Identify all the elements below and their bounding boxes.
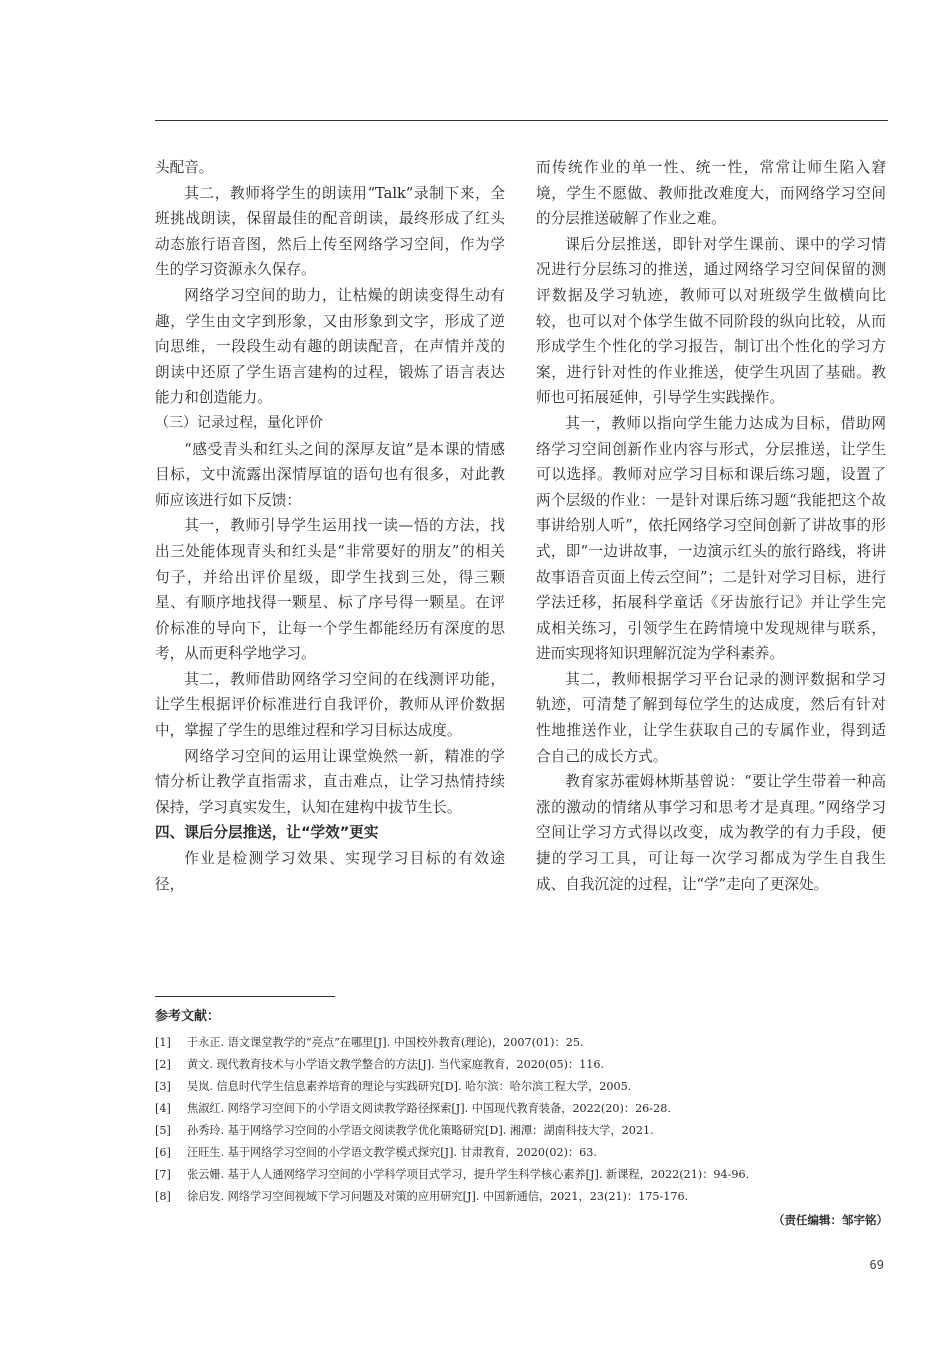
references-title: 参考文献：	[155, 1009, 221, 1024]
reference-item	[155, 1164, 888, 1186]
paragraph: 作业是检测学习效果、实现学习目标的有效途径，	[155, 850, 505, 893]
paragraph: 教育家苏霍姆林斯基曾说：“要让学生带着一种高涨的激动的情绪从事学习和思考才是真理。”网络学习空间让学习方式得以改变，成为教学的有力手段，便捷的学习工具，可让每一次学习都成为学生自我生成、自我沉淀的过程，让“学”走向了更深处。	[536, 773, 886, 893]
reference-number: [8]	[155, 1190, 171, 1203]
references-list	[155, 1032, 888, 1208]
reference-number: [1]	[155, 1036, 171, 1049]
paragraph: 其一，教师引导学生运用找一读—悟的方法，找出三处能体现青头和红头是“非常要好的朋友”的相关句子，并给出评价星级，即学生找到三处，得三颗星、有顺序地找得一颗星、标了序号得一颗星。在评价标准的导向下，让每一个学生都能经历有深度的思考，从而更科学地学习。	[155, 517, 505, 663]
paragraph: 其二，教师将学生的朗读用“Talk”录制下来，全班挑战朗读，保留最佳的配音朗读，最终形成了红头动态旅行语音图，然后上传至网络学习空间，作为学生的学习资源永久保存。	[155, 184, 505, 279]
paragraph: 其二，教师根据学习平台记录的测评数据和学习轨迹，可清楚了解到每位学生的达成度，然后有针对性地推送作业，让学生获取自己的专属作业，得到适合自己的成长方式。	[536, 670, 886, 765]
paragraph: 而传统作业的单一性、统一性，常常让师生陷入窘境，学生不愿做、教师批改难度大，而网络学习空间的分层推送破解了作业之难。	[536, 159, 886, 228]
reference-text: 焦淑红. 网络学习空间下的小学语文阅读教学路径探索[J]. 中国现代教育装备，2022(20)：26-28.	[187, 1102, 671, 1115]
reference-item	[155, 1098, 888, 1120]
reference-item	[155, 1142, 888, 1164]
paragraph: 其一，教师以指向学生能力达成为目标，借助网络学习空间创新作业内容与形式，分层推送，让学生可以选择。教师对应学习目标和课后练习题，设置了两个层级的作业：一是针对课后练习题“我能把这个故事讲给别人听”，依托网络学习空间创新了讲故事的形式，即“一边讲故事，一边演示红头的旅行路线，将讲故事语音页面上传云空间”；二是针对学习目标，进行学法迁移，拓展科学童话《牙齿旅行记》并让学生完成相关练习，引领学生在跨情境中发现规律与联系，进而实现将知识理解沉淀为学科素养。	[536, 414, 886, 663]
reference-text: 于永正. 语文课堂教学的“亮点”在哪里[J]. 中国校外教育(理论)，2007(01)：25.	[187, 1036, 584, 1049]
reference-text: 孙秀玲. 基于网络学习空间的小学语文阅读教学优化策略研究[D]. 湘潭：湖南科技大学，2021.	[187, 1124, 654, 1137]
paragraph: 网络学习空间的助力，让枯燥的朗读变得生动有趣，学生由文字到形象，又由形象到文字，形成了逆向思维，一段段生动有趣的朗读配音，在声情并茂的朗读中还原了学生语言建构的过程，锻炼了语言表达能力和创造能力。	[155, 286, 505, 407]
reference-number: [4]	[155, 1102, 171, 1115]
reference-text: 黄文. 现代教育技术与小学语文教学整合的方法[J]. 当代家庭教育，2020(05)：116.	[187, 1058, 605, 1071]
page-number: 69	[869, 1258, 884, 1272]
reference-item	[155, 1120, 888, 1142]
reference-number: [5]	[155, 1124, 171, 1137]
header-rule	[155, 120, 888, 121]
references-rule	[155, 996, 335, 997]
reference-text: 吴岚. 信息时代学生信息素养培育的理论与实践研究[D]. 哈尔滨：哈尔滨工程大学，2005.	[187, 1080, 632, 1093]
reference-item	[155, 1054, 888, 1076]
reference-item	[155, 1186, 888, 1208]
reference-number: [3]	[155, 1080, 171, 1093]
reference-text: 汪旺生. 基于网络学习空间的小学语文教学模式探究[J]. 甘肃教育，2020(02)：63.	[187, 1146, 597, 1159]
paragraph: 课后分层推送，即针对学生课前、课中的学习情况进行分层练习的推送，通过网络学习空间保留的测评数据及学习轨迹，教师可以对班级学生做横向比较，也可以对个体学生做不同阶段的纵向比较，从而形成学生个性化的学习报告，制订出个性化的学习方案，进行针对性的作业推送，使学生巩固了基础。教师也可拓展延伸，引导学生实践操作。	[536, 235, 886, 407]
subsection-heading: （三）记录过程，量化评价	[155, 414, 323, 431]
reference-item	[155, 1076, 888, 1098]
paragraph: 其二，教师借助网络学习空间的在线测评功能，让学生根据评价标准进行自我评价，教师从评价数据中，掌握了学生的思维过程和学习目标达成度。	[155, 670, 505, 740]
reference-text: 张云姗. 基于人人通网络学习空间的小学科学项目式学习，提升学生科学核心素养[J]. 新课程，2022(21)：94-96.	[187, 1168, 750, 1181]
left-column	[155, 155, 505, 897]
paragraph: “感受青头和红头之间的深厚友谊”是本课的情感目标，文中流露出深情厚谊的语句也有很多，对此教师应该进行如下反馈：	[155, 440, 505, 509]
editor-note: （责任编辑：邹宇铭）	[773, 1213, 888, 1227]
paragraph: 网络学习空间的运用让课堂焕然一新，精准的学情分析让教学直指需求，直击难点，让学习热情持续保持，学习真实发生，认知在建构中拔节生长。	[155, 747, 505, 816]
reference-number: [6]	[155, 1146, 171, 1159]
reference-number: [2]	[155, 1058, 171, 1071]
reference-item	[155, 1032, 888, 1054]
reference-number: [7]	[155, 1168, 171, 1181]
reference-text: 徐启发. 网络学习空间视域下学习问题及对策的应用研究[J]. 中国新通信，2021，23(21)：175-176.	[187, 1190, 689, 1203]
section-heading: 四、课后分层推送，让“学效”更实	[155, 824, 379, 842]
right-column	[536, 155, 886, 897]
paragraph: 头配音。	[155, 159, 214, 176]
